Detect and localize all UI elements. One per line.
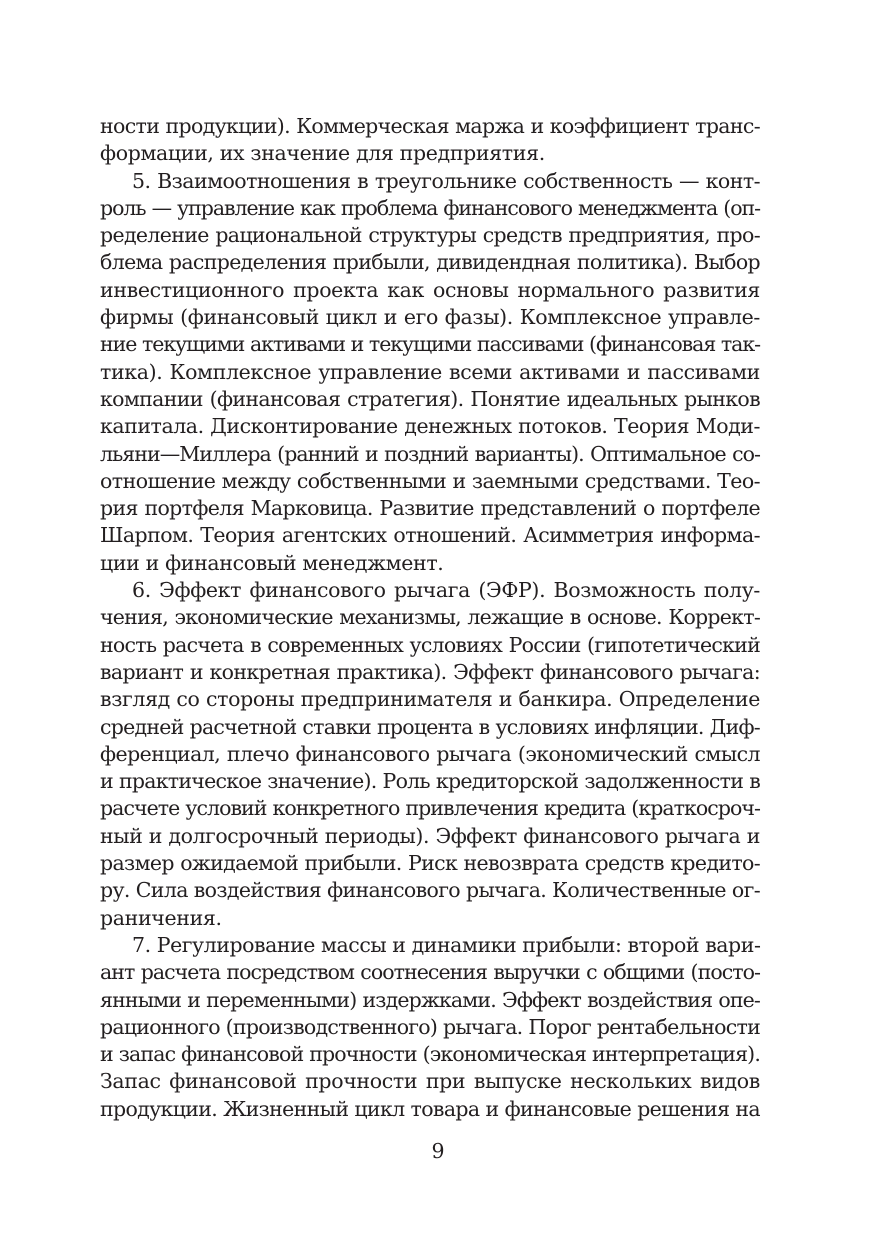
text-line: ру. Сила воздействия финансового рычага. Количественные ог- <box>100 878 760 903</box>
text-line: ределение рациональной структуры средств предприятия, про- <box>100 223 760 248</box>
text-line: ант расчета посредством соотнесения выручки с общими (посто- <box>100 960 760 985</box>
text-line: и запас финансовой прочности (экономическая интерпретация). <box>100 1042 760 1067</box>
text-line: блема распределения прибыли, дивидендная политика). Выбор <box>100 250 760 275</box>
text-line: льяни—Миллера (ранний и поздний варианты). Оптимальное со- <box>100 441 760 466</box>
text-line: рационного (производственного) рычага. Порог рентабельности <box>100 1014 760 1039</box>
text-line: расчете условий конкретного привлечения кредита (краткосроч- <box>100 796 760 821</box>
text-line: взгляд со стороны предпринимателя и банкира. Определение <box>100 687 760 712</box>
text-line: ции и финансовый менеджмент. <box>100 550 444 575</box>
text-line: ференциал, плечо финансового рычага (экономический смысл <box>100 741 760 766</box>
text-line: вариант и конкретная практика). Эффект финансового рычага: <box>100 659 760 684</box>
text-line: формации, их значение для предприятия. <box>100 141 545 166</box>
text-line: 6. Эффект финансового рычага (ЭФР). Возможность полу- <box>132 578 760 603</box>
text-line: 5. Взаимоотношения в треугольнике собственность — конт- <box>132 168 760 193</box>
text-line: ности продукции). Коммерческая маржа и коэффициент транс- <box>100 114 760 138</box>
text-line: продукции. Жизненный цикл товара и финансовые решения на <box>100 1096 760 1121</box>
body-text <box>100 113 760 1123</box>
text-line: компании (финансовая стратегия). Понятие идеальных рынков <box>100 386 760 411</box>
text-line: янными и переменными) издержками. Эффект воздействия опе- <box>100 987 760 1012</box>
text-line: средней расчетной ставки процента в условиях инфляции. Диф- <box>100 714 760 739</box>
text-line: ность расчета в современных условиях России (гипотетический <box>100 632 760 657</box>
text-line: ние текущими активами и текущими пассивами (финансовая так- <box>100 332 760 357</box>
text-line: Шарпом. Теория агентских отношений. Асимметрия информа- <box>100 523 760 548</box>
text-line: отношение между собственными и заемными средствами. Тео- <box>100 468 760 493</box>
text-line: и практическое значение). Роль кредиторской задолженности в <box>100 769 760 794</box>
text-line: чения, экономические механизмы, лежащие в основе. Коррект- <box>100 605 760 630</box>
text-line: капитала. Дисконтирование денежных потоков. Теория Моди- <box>100 414 760 439</box>
text-line: Запас финансовой прочности при выпуске нескольких видов <box>100 1069 760 1094</box>
text-line: фирмы (финансовый цикл и его фазы). Комплексное управле- <box>100 305 760 330</box>
text-line: ный и долгосрочный периоды). Эффект финансового рычага и <box>100 823 760 848</box>
text-line: 7. Регулирование массы и динамики прибыли: второй вари- <box>132 932 761 957</box>
text-line: раничения. <box>100 905 222 930</box>
text-line: размер ожидаемой прибыли. Риск невозврата средств кредито- <box>100 851 760 876</box>
page-number: 9 <box>431 1139 445 1163</box>
text-line: тика). Комплексное управление всеми активами и пассивами <box>100 359 760 384</box>
text-line: инвестиционного проекта как основы нормального развития <box>100 277 760 302</box>
text-line: рия портфеля Марковица. Развитие представлений о портфеле <box>100 496 760 521</box>
text-line: роль — управление как проблема финансового менеджмента (оп- <box>100 195 760 220</box>
